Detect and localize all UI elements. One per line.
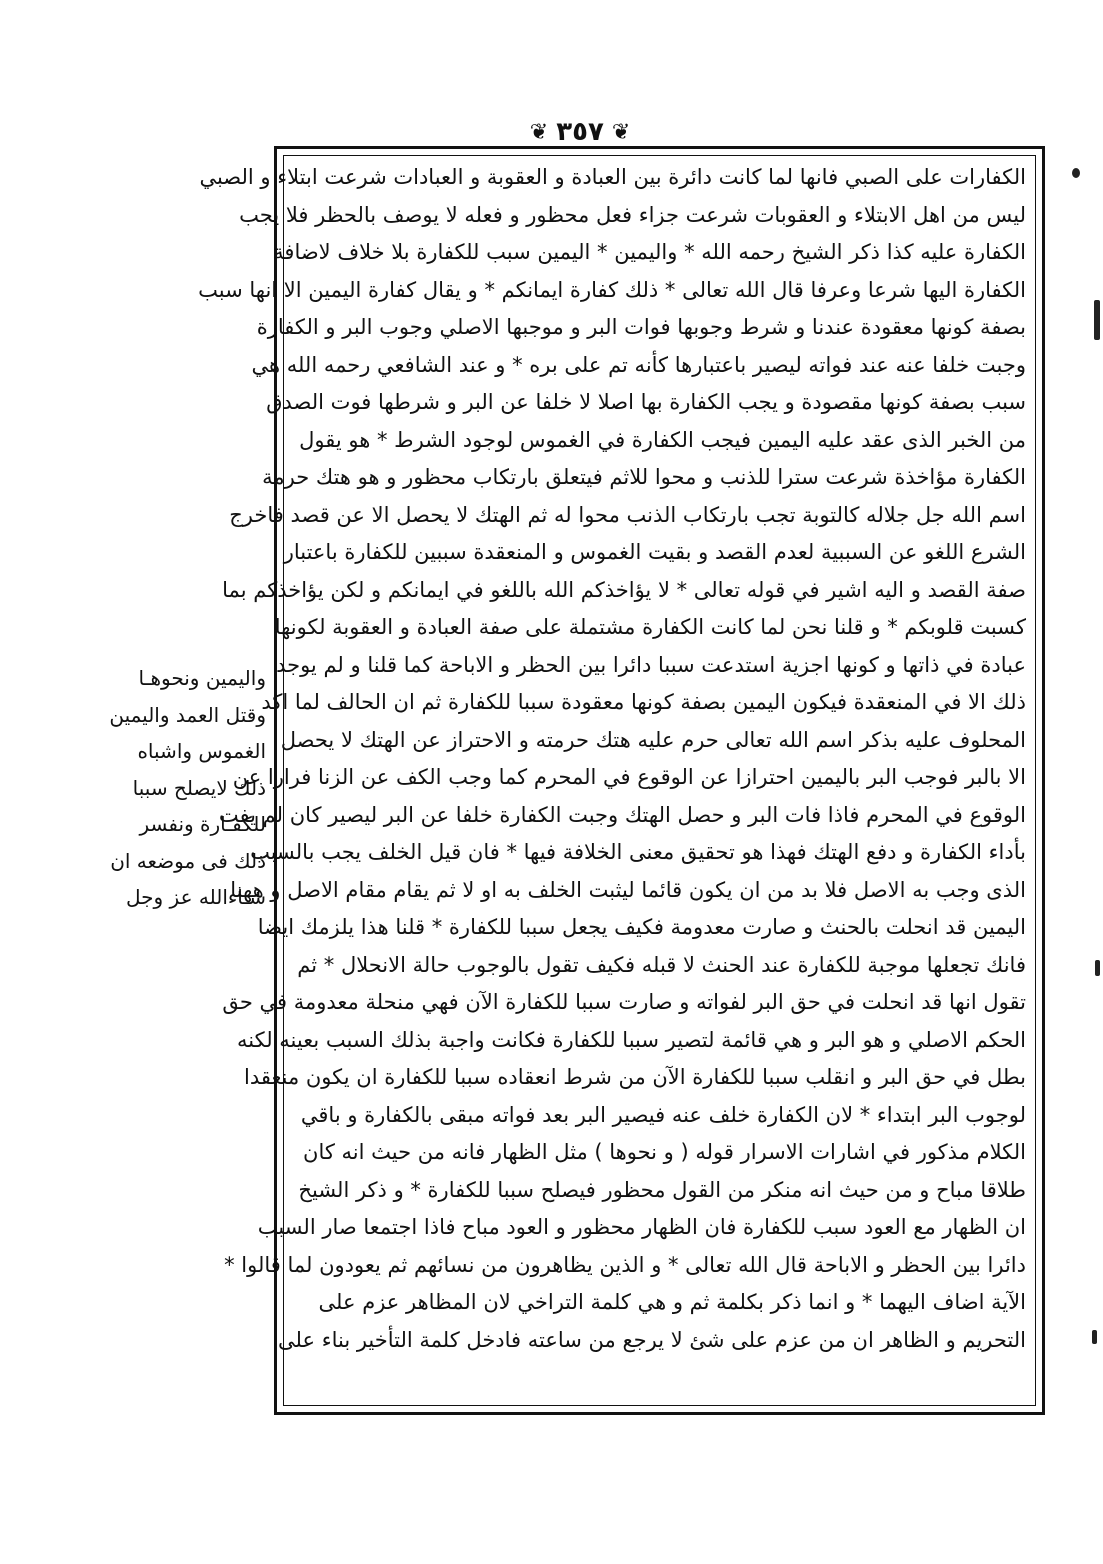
text-line: بطل في حق البر و انقلب سببا للكفارة الآن من شرط انعقاده سببا للكفارة ان يكون منعقدا bbox=[244, 1065, 1026, 1089]
page-number: ٣٥٧ bbox=[556, 117, 604, 147]
scan-speck bbox=[1072, 168, 1080, 178]
margin-note-line: ذلك فى موضعه ان bbox=[110, 848, 266, 873]
text-line: فانك تجعلها موجبة للكفارة عند الحنث لا قبله فكيف تقول بالوجوب حالة الانحلال * ثم bbox=[297, 952, 1026, 977]
text-line: دائرا بين الحظر و الاباحة قال الله تعالى * و الذين يظاهرون من نسائهم ثم يعودون لما قالوا * bbox=[224, 1252, 1026, 1277]
margin-note bbox=[104, 660, 266, 916]
text-line: الكفارة اليها شرعا وعرفا قال الله تعالى * ذلك كفارة ايمانكم * و يقال كفارة اليمين الا انها سبب bbox=[198, 277, 1026, 302]
text-line: من الخبر الذى عقد عليه اليمين فيجب الكفارة في الغموس لوجود الشرط * هو يقول bbox=[299, 427, 1026, 452]
text-line: اليمين قد انحلت بالحنث و صارت معدومة فكيف يجعل سببا للكفارة * قلنا هذا يلزمك ايضا bbox=[257, 915, 1026, 939]
text-line: صفة القصد و اليه اشير في قوله تعالى * لا يؤاخذكم الله باللغو في ايمانكم و لكن يؤاخذكم بما bbox=[222, 577, 1026, 602]
margin-note-line: الغموس واشباه bbox=[137, 739, 266, 763]
text-line: الوقوع في المحرم فاذا فات البر و حصل الهتك وجبت الكفارة خلفا عن البر ليصير كان لم يفت bbox=[218, 802, 1026, 827]
text-line: طلاقا مباح و من حيث انه منكر من القول محظور فيصلح سببا للكفارة * و ذكر الشيخ bbox=[298, 1177, 1026, 1202]
text-line: الشرع اللغو عن السببية لعدم القصد و بقيت الغموس و المنعقدة سببين للكفارة باعتبار bbox=[283, 540, 1026, 564]
text-line: المحلوف عليه بذكر اسم الله تعالى حرم عليه هتك حرمته و الاحتراز عن الهتك لا يحصل bbox=[280, 727, 1026, 752]
margin-note-line: شـاءالله عز وجل bbox=[126, 885, 266, 909]
text-line: الكلام مذكور في اشارات الاسرار قوله ( و نحوها ) مثل الظهار فانه من حيث انه كان bbox=[303, 1140, 1026, 1164]
page-ornament-right: ❦ bbox=[611, 119, 631, 145]
scan-speck bbox=[1095, 960, 1100, 976]
scan-speck bbox=[1094, 300, 1100, 340]
margin-note-line: للكفـارة ونفسر bbox=[139, 812, 266, 836]
text-line: عبادة في ذاتها و كونها اجزية استدعت سببا دائرا بين الحظر و الاباحة كما قلنا و لم يوجد bbox=[276, 652, 1026, 677]
text-line: الحكم الاصلي و هو البر و هي قائمة لتصير سببا للكفارة فكانت واجبة بذلك السبب بعينه لكنه bbox=[237, 1027, 1026, 1052]
text-line: بصفة كونها معقودة عندنا و شرط وجوبها فوات البر و موجبها الاصلي وجوب البر و الكفارة bbox=[256, 315, 1026, 339]
text-line: ذلك الا في المنعقدة فيكون اليمين بصفة كونها معقودة سببا للكفارة ثم ان الحالف لما اكد bbox=[261, 690, 1026, 714]
margin-note-line: واليمين ونحوهـا bbox=[138, 666, 266, 690]
text-line: الكفارات على الصبي فانها لما كانت دائرة بين العبادة و العقوبة و العبادات شرعت ابتلاء و الصبي bbox=[199, 165, 1026, 189]
text-line: الا بالبر فوجب البر باليمين احترازا عن الوقوع في المحرم كما وجب الكف عن الزنا فرارا عن bbox=[232, 765, 1026, 789]
text-line: وجبت خلفا عنه عند فواته ليصير باعتبارها كأنه تم على بره * و عند الشافعي رحمه الله هي bbox=[251, 352, 1026, 377]
text-line: الكفارة عليه كذا ذكر الشيخ رحمه الله * واليمين * اليمين سبب للكفارة بلا خلاف لاضافة bbox=[273, 240, 1026, 264]
margin-note-line: ذلك لايصلح سببا bbox=[132, 775, 266, 800]
text-line: الكفارة مؤاخذة شرعت سترا للذنب و محوا للاثم فيتعلق بارتكاب محظور و هو هتك حرمة bbox=[262, 465, 1026, 489]
text-line: الآية اضاف اليهما * و انما ذكر بكلمة ثم و هي كلمة التراخي لان المظاهر عزم على bbox=[318, 1290, 1026, 1314]
text-line: كسبت قلوبكم * و قلنا نحن لما كانت الكفارة مشتملة على صفة العبادة و العقوبة لكونها bbox=[274, 615, 1026, 639]
text-line: اسم الله جل جلاله كالتوبة تجب بارتكاب الذنب محوا له ثم الهتك لا يحصل الا عن قصد فاخرج bbox=[229, 502, 1026, 527]
text-line: تقول انها قد انحلت في حق البر لفواته و صارت سببا للكفارة الآن فهي منحلة معدومة في حق bbox=[222, 990, 1026, 1014]
text-line: ان الظهار مع العود سبب للكفارة فان الظهار محظور و العود مباح فاذا اجتمعا صار السبب bbox=[257, 1215, 1026, 1239]
text-line: التحريم و الظاهر ان من عزم على شئ لا يرجع من ساعته فادخل كلمة التأخير بناء على bbox=[278, 1327, 1026, 1352]
margin-note-line: وقتل العمد واليمين bbox=[109, 702, 266, 727]
text-line: لوجوب البر ابتداء * لان الكفارة خلف عنه فيصير البر بعد فواته مبقى بالكفارة و باقي bbox=[300, 1102, 1026, 1127]
text-line: ليس من اهل الابتلاء و العقوبات شرعت جزاء فعل محظور و فعله لا يوصف بالحظر فلا يجب bbox=[239, 202, 1026, 227]
text-line: سبب بصفة كونها مقصودة و يجب الكفارة بها اصلا لا خلفا عن البر و شرطها فوت الصدق bbox=[266, 390, 1026, 414]
text-line: بأداء الكفارة و دفع الهتك فهذا هو تحقيق معنى الخلافة فيها * فان قيل الخلف يجب بالسبب bbox=[250, 840, 1026, 864]
scan-speck bbox=[1092, 1330, 1097, 1344]
page-ornament-left: ❦ bbox=[529, 119, 549, 145]
text-line: الذى وجب به الاصل فلا بد من ان يكون قائما ليثبت الخلف به او لا ثم يقام مقام الاصل و ههنا bbox=[230, 877, 1026, 902]
